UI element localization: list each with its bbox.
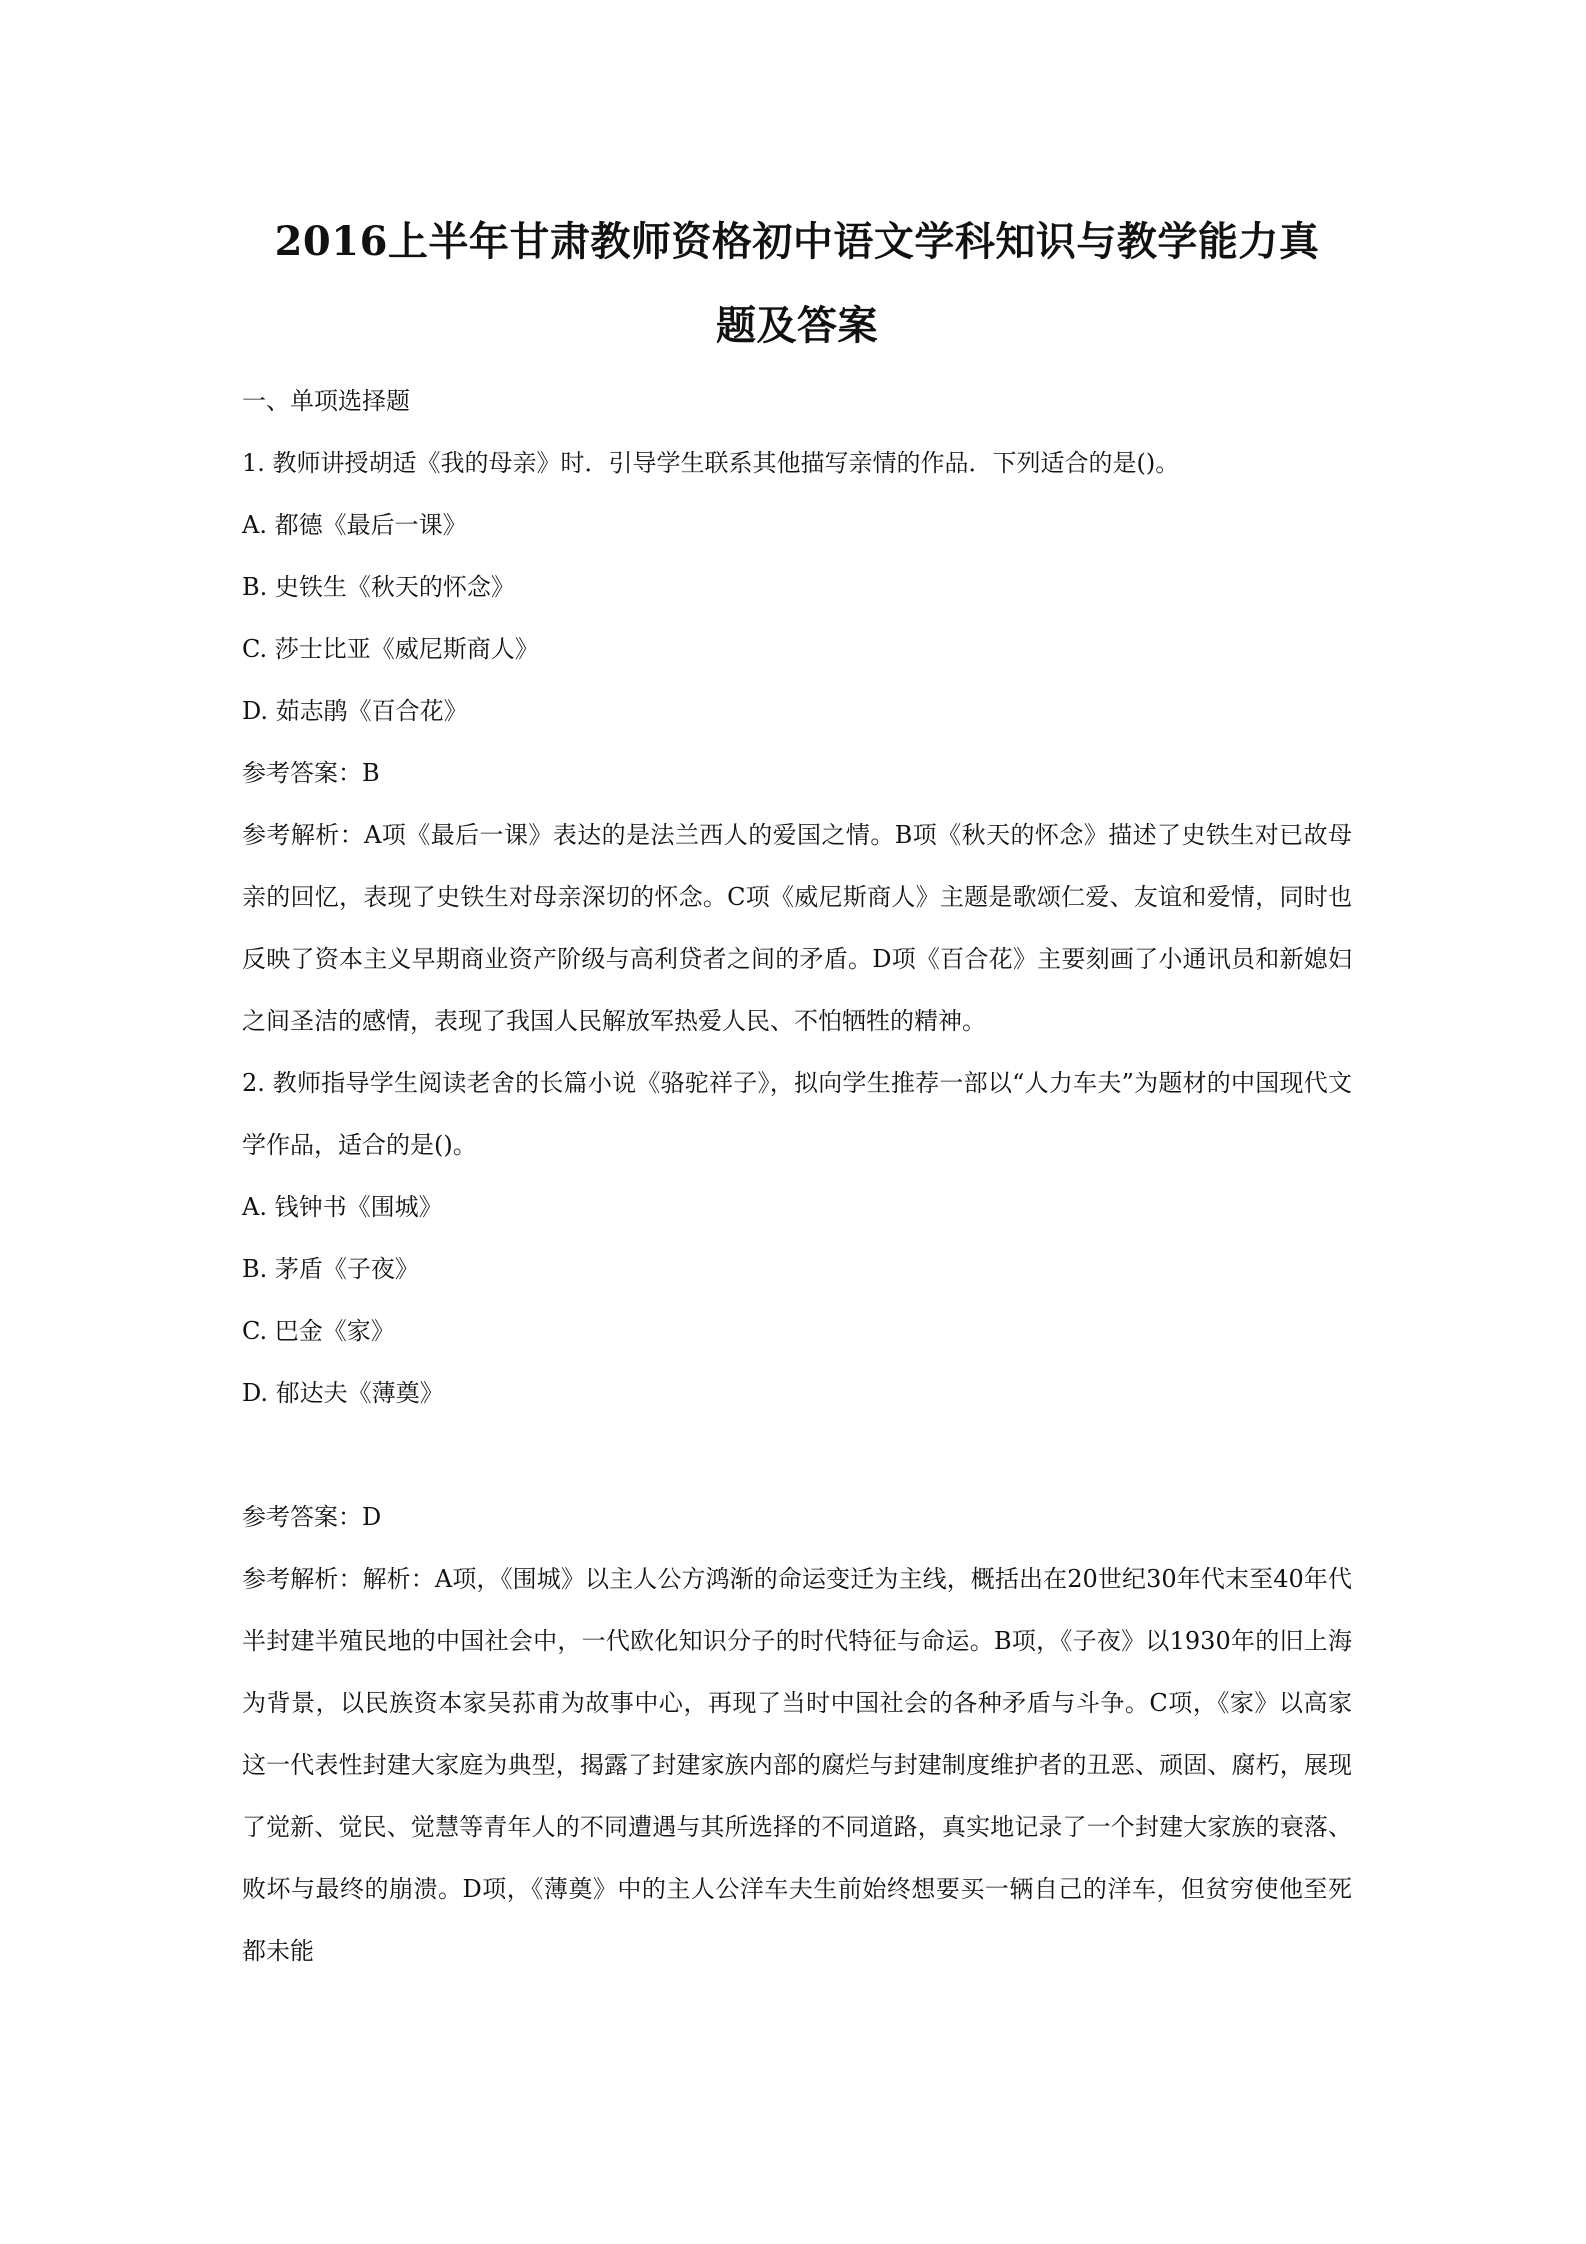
option-b: B. 史铁生《秋天的怀念》 (242, 573, 515, 601)
question-2 (242, 1052, 1352, 1982)
document-page (242, 200, 1352, 1982)
answer: 参考答案：D (242, 1503, 382, 1531)
spacer (242, 1424, 1352, 1486)
answer: 参考答案：B (242, 759, 380, 787)
option-d: D. 茹志鹃《百合花》 (242, 697, 468, 725)
option-c: C. 莎士比亚《威尼斯商人》 (242, 635, 539, 663)
analysis: 参考解析：解析：A项，《围城》以主人公方鸿渐的命运变迁为主线，概括出在20世纪30年代末至40年代半封建半殖民地的中国社会中，一代欧化知识分子的时代特征与命运。B项，《子夜》以1930年的旧上海为背景，以民族资本家吴荪甫为故事中心，再现了当时中国社会的各种矛盾与斗争。C项，《家》以高家这一代表性封建大家庭为典型，揭露了封建家族内部的腐烂与封建制度维护者的丑恶、顽固、腐朽，展现了觉新、觉民、觉慧等青年人的不同遭遇与其所选择的不同道路，真实地记录了一个封建大家族的衰落、败坏与最终的崩溃。D项，《薄奠》中的主人公洋车夫生前始终想要买一辆自己的洋车，但贫穷使他至死都未能 (242, 1565, 1352, 1965)
option-a: A. 钱钟书《围城》 (242, 1193, 443, 1221)
question-1 (242, 432, 1352, 1052)
question-stem: 1. 教师讲授胡适《我的母亲》时．引导学生联系其他描写亲情的作品．下列适合的是()。 (242, 449, 1180, 477)
document-title (242, 200, 1352, 368)
section-heading: 一、单项选择题 (242, 387, 410, 415)
option-c: C. 巴金《家》 (242, 1317, 395, 1345)
title-line-1: 2016上半年甘肃教师资格初中语文学科知识与教学能力真 (274, 218, 1320, 265)
question-stem: 2. 教师指导学生阅读老舍的长篇小说《骆驼祥子》，拟向学生推荐一部以“人力车夫”为题材的中国现代文学作品，适合的是()。 (242, 1069, 1352, 1159)
option-d: D. 郁达夫《薄奠》 (242, 1379, 444, 1407)
analysis: 参考解析：A项《最后一课》表达的是法兰西人的爱国之情。B项《秋天的怀念》描述了史铁生对已故母亲的回忆，表现了史铁生对母亲深切的怀念。C项《威尼斯商人》主题是歌颂仁爱、友谊和爱情，同时也反映了资本主义早期商业资产阶级与高利贷者之间的矛盾。D项《百合花》主要刻画了小通讯员和新媳妇之间圣洁的感情，表现了我国人民解放军热爱人民、不怕牺牲的精神。 (242, 821, 1352, 1035)
option-a: A. 都德《最后一课》 (242, 511, 467, 539)
title-line-2: 题及答案 (716, 302, 878, 349)
option-b: B. 茅盾《子夜》 (242, 1255, 419, 1283)
